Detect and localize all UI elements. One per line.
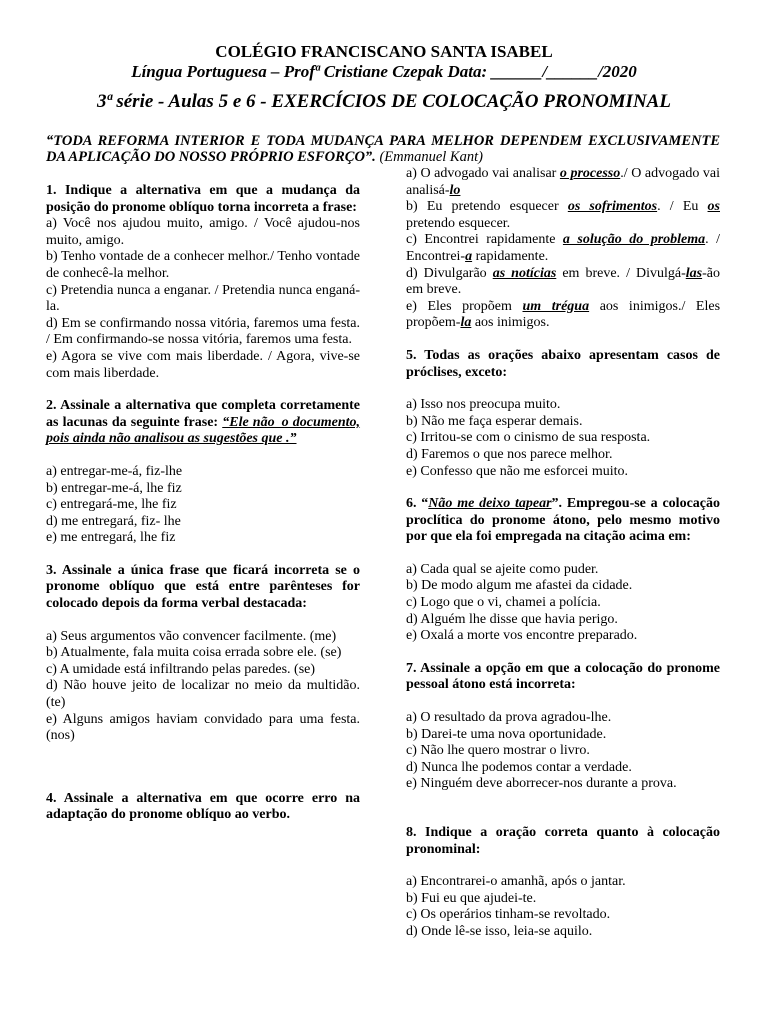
question-5-option-c: c) Irritou-se com o cinismo de sua resposta. xyxy=(406,430,651,446)
question-6-option-d: d) Alguém lhe disse que havia perigo. xyxy=(406,611,618,627)
q4b-text-2: . / Eu xyxy=(657,199,708,215)
school-name: COLÉGIO FRANCISCANO SANTA ISABEL xyxy=(215,42,553,61)
question-5-option-d: d) Faremos o que nos parece melhor. xyxy=(406,446,613,462)
q4e-text-3: aos inimigos. xyxy=(471,315,550,331)
q4d-text-3: -ão em breve. xyxy=(406,265,720,298)
question-8-prompt: 8. Indique a oração correta quanto à colocação pronominal: xyxy=(406,825,720,857)
q4d-underlined-2: las xyxy=(685,265,703,281)
question-2-option-e: e) me entregará, lhe fiz xyxy=(46,530,176,546)
question-6-option-e: e) Oxalá a morte vos encontre preparado. xyxy=(406,628,638,644)
question-2-prompt: 2. Assinale a alternativa que completa corretamente as lacunas da seguinte frase: xyxy=(46,398,360,430)
q4d-text-1: d) Divulgarão xyxy=(406,265,493,281)
question-6-option-b: b) De modo algum me afastei da cidade. xyxy=(406,578,633,594)
question-2-option-d: d) me entregará, fiz- lhe xyxy=(46,513,181,529)
q6-quoted-phrase: Não me deixo tapear xyxy=(428,496,552,512)
question-1-option-a: a) Você nos ajudou muito, amigo. / Você ajudou-nos muito, amigo. xyxy=(46,216,360,248)
question-3-option-c: c) A umidade está infiltrando pelas paredes. (se) xyxy=(46,661,316,677)
question-1-option-b: b) Tenho vontade de a conhecer melhor./ Tenho vontade de conhecê-la melhor. xyxy=(46,249,360,281)
question-4-prompt: 4. Assinale a alternativa em que ocorre erro na adaptação do pronome oblíquo ao verbo. xyxy=(46,790,360,823)
question-3-option-e: e) Alguns amigos haviam convidado para uma festa. (nos) xyxy=(46,711,360,744)
question-6-option-c: c) Logo que o vi, chamei a polícia. xyxy=(406,595,601,611)
subject-line: Língua Portuguesa – Profª Cristiane Czepak Data: ______/______/2020 xyxy=(131,62,637,81)
epigraph-text: “TODA REFORMA INTERIOR E TODA MUDANÇA PARA MELHOR DEPENDEM EXCLUSIVAMENTE DA APLICAÇÃO DO NOSSO PRÓPRIO ESFORÇO”. xyxy=(46,133,720,165)
question-4-option-c xyxy=(406,232,720,265)
q4e-text-2: aos inimigos./ Eles propõem- xyxy=(406,298,721,331)
q4d-underlined-1: as notícias xyxy=(492,265,557,281)
q4c-underlined-1: a solução do problema xyxy=(562,232,706,248)
question-1-prompt: 1. Indique a alternativa em que a mudança da posição do pronome oblíquo torna incorreta a frase: xyxy=(46,183,360,215)
q4a-underlined-2: lo xyxy=(449,182,461,198)
question-5-prompt: 5. Todas as orações abaixo apresentam casos de próclises, exceto: xyxy=(406,347,720,380)
question-3-option-a: a) Seus argumentos vão convencer facilmente. (me) xyxy=(46,628,337,644)
question-7-option-e: e) Ninguém deve aborrecer-nos durante a prova. xyxy=(406,776,677,792)
q6-text-1: 6. “ xyxy=(406,496,429,512)
question-7-option-a: a) O resultado da prova agradou-lhe. xyxy=(406,710,612,726)
epigraph xyxy=(46,133,720,165)
q4a-text-2: ./ O advogado vai analisá- xyxy=(406,166,720,198)
right-column xyxy=(406,166,720,941)
question-7-option-c: c) Não lhe quero mostrar o livro. xyxy=(406,743,590,759)
question-3-option-b: b) Atualmente, fala muita coisa errada sobre ele. (se) xyxy=(46,645,342,661)
question-8-option-b: b) Fui eu que ajudei-te. xyxy=(406,890,537,906)
question-3-option-d: d) Não houve jeito de localizar no meio da multidão. (te) xyxy=(46,678,360,711)
question-1-option-d: d) Em se confirmando nossa vitória, faremos uma festa. / Em confirmando-se nossa vitória, faremos uma festa. xyxy=(46,315,360,348)
q4d-text-2: em breve. / Divulgá- xyxy=(556,265,686,281)
question-8-option-c: c) Os operários tinham-se revoltado. xyxy=(406,907,611,923)
document-header xyxy=(0,42,768,114)
q4a-text-1: a) O advogado vai analisar xyxy=(406,166,560,181)
q4a-underlined-1: o processo xyxy=(559,166,621,181)
q4c-text-3: rapidamente. xyxy=(472,248,549,264)
question-5-option-e: e) Confesso que não me esforcei muito. xyxy=(406,463,628,479)
q4c-text-2: . / Encontrei- xyxy=(406,232,721,264)
question-7-option-d: d) Nunca lhe podemos contar a verdade. xyxy=(406,759,632,775)
question-2-option-a: a) entregar-me-á, fiz-lhe xyxy=(46,463,183,479)
question-8-option-a: a) Encontrarei-o amanhã, após o jantar. xyxy=(406,874,626,890)
q4b-text-1: b) Eu pretendo esquecer xyxy=(406,199,568,215)
question-6-option-a: a) Cada qual se ajeite como puder. xyxy=(406,561,599,577)
q6-text-2: ”. Empregou-se a colocação proclítica do pronome átono, pelo mesmo motivo por que ela foi empregada na citação acima em: xyxy=(406,496,720,545)
q4b-text-3: pretendo esquecer. xyxy=(406,215,511,231)
question-1-option-c: c) Pretendia nunca a enganar. / Pretendia nunca enganá-la. xyxy=(46,282,360,315)
question-5-option-a: a) Isso nos preocupa muito. xyxy=(406,397,561,413)
left-column xyxy=(46,183,360,824)
question-1-option-e: e) Agora se vive com mais liberdade. / Agora, vive-se com mais liberdade. xyxy=(46,348,360,381)
question-5-option-b: b) Não me faça esperar demais. xyxy=(406,413,583,429)
q4e-underlined-1: um trégua xyxy=(522,298,590,314)
question-8-option-d: d) Onde lê-se isso, leia-se aquilo. xyxy=(406,923,593,939)
question-3-prompt: 3. Assinale a única frase que ficará incorreta se o pronome oblíquo que está entre parênteses for colocado depois da forma verbal destacada: xyxy=(46,562,360,612)
question-4-option-a xyxy=(406,166,720,199)
q4b-underlined-1: os sofrimentos xyxy=(567,199,658,215)
q4e-underlined-2: la xyxy=(460,315,472,331)
q4c-text-1: c) Encontrei rapidamente xyxy=(406,232,563,248)
question-2-sentence: “Ele não_o documento, pois ainda não analisou as sugestões que .” xyxy=(46,414,361,447)
q4e-text-1: e) Eles propõem xyxy=(406,298,523,314)
question-4-option-b xyxy=(406,199,720,232)
epigraph-author: (Emmanuel Kant) xyxy=(379,149,483,165)
question-6-prompt xyxy=(406,496,720,546)
page-title: 3ª série - Aulas 5 e 6 - EXERCÍCIOS DE COLOCAÇÃO PRONOMINAL xyxy=(97,91,671,112)
question-4-option-e xyxy=(406,299,720,332)
question-7-option-b: b) Darei-te uma nova oportunidade. xyxy=(406,726,607,742)
question-2-option-b: b) entregar-me-á, lhe fiz xyxy=(46,480,182,496)
q4b-underlined-2: os xyxy=(707,199,720,215)
question-2 xyxy=(46,398,360,448)
question-4-option-d xyxy=(406,266,720,299)
question-2-option-c: c) entregará-me, lhe fiz xyxy=(46,497,177,513)
q4c-underlined-2: a xyxy=(465,248,473,264)
question-7-prompt: 7. Assinale a opção em que a colocação do pronome pessoal átono está incorreta: xyxy=(406,660,720,693)
